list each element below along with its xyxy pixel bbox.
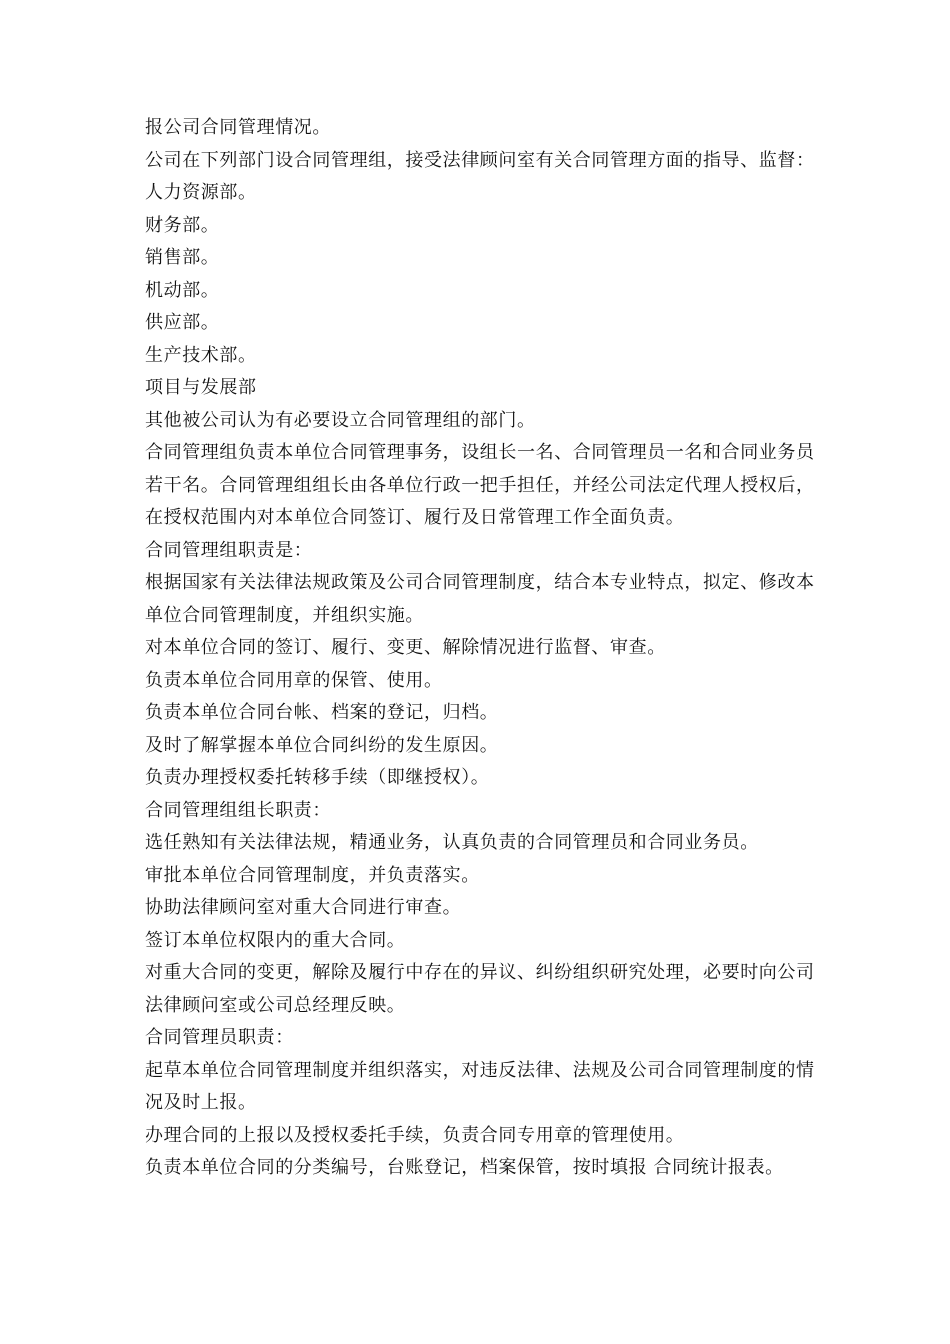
paragraph: 供应部。 <box>145 312 220 333</box>
paragraph: 负责本单位合同的分类编号，台账登记，档案保管，按时填报 合同统计报表。 <box>145 1157 784 1178</box>
paragraph: 签订本单位权限内的重大合同。 <box>145 929 406 951</box>
paragraph: 合同管理组负责本单位合同管理事务，设组长一名、合同管理员一名和合同业务员若干名。合同管理组组长由各单位行政一把手担任，并经公司法定代理人授权后，在授权范围内对本单位合同签订、履行及日常管理工作全面负责。 <box>145 442 815 528</box>
paragraph: 起草本单位合同管理制度并组织落实，对违反法律、法规及公司合同管理制度的情况及时上报。 <box>145 1059 815 1113</box>
paragraph: 选任熟知有关法律法规，精通业务，认真负责的合同管理员和合同业务员。 <box>145 832 759 853</box>
paragraph: 项目与发展部 <box>145 377 257 398</box>
paragraph: 销售部。 <box>145 247 220 268</box>
paragraph: 机动部。 <box>145 279 220 301</box>
paragraph: 报公司合同管理情况。 <box>145 117 331 138</box>
paragraph: 财务部。 <box>145 214 220 236</box>
paragraph: 公司在下列部门设合同管理组，接受法律顾问室有关合同管理方面的指导、监督： <box>145 149 815 171</box>
paragraph: 对本单位合同的签订、履行、变更、解除情况进行监督、审查。 <box>145 637 666 658</box>
paragraph: 合同管理员职责： <box>145 1027 294 1048</box>
paragraph: 负责本单位合同台帐、档案的登记，归档。 <box>145 702 499 723</box>
paragraph: 负责本单位合同用章的保管、使用。 <box>145 669 443 691</box>
paragraph: 人力资源部。 <box>145 182 257 203</box>
paragraph: 其他被公司认为有必要设立合同管理组的部门。 <box>145 409 536 431</box>
paragraph: 负责办理授权委托转移手续（即继授权）。 <box>145 767 490 788</box>
paragraph: 根据国家有关法律法规政策及公司合同管理制度，结合本专业特点，拟定、修改本单位合同管理制度，并组织实施。 <box>145 572 815 626</box>
document-body <box>145 112 817 1185</box>
paragraph: 办理合同的上报以及授权委托手续，负责合同专用章的管理使用。 <box>145 1124 685 1146</box>
paragraph: 审批本单位合同管理制度，并负责落实。 <box>145 864 480 886</box>
paragraph: 合同管理组职责是： <box>145 539 313 561</box>
paragraph: 及时了解掌握本单位合同纠纷的发生原因。 <box>145 734 499 756</box>
paragraph: 合同管理组组长职责： <box>145 799 331 821</box>
paragraph: 协助法律顾问室对重大合同进行审查。 <box>145 897 462 918</box>
paragraph: 生产技术部。 <box>145 344 257 366</box>
paragraph: 对重大合同的变更，解除及履行中存在的异议、纠纷组织研究处理，必要时向公司法律顾问室或公司总经理反映。 <box>145 962 815 1016</box>
